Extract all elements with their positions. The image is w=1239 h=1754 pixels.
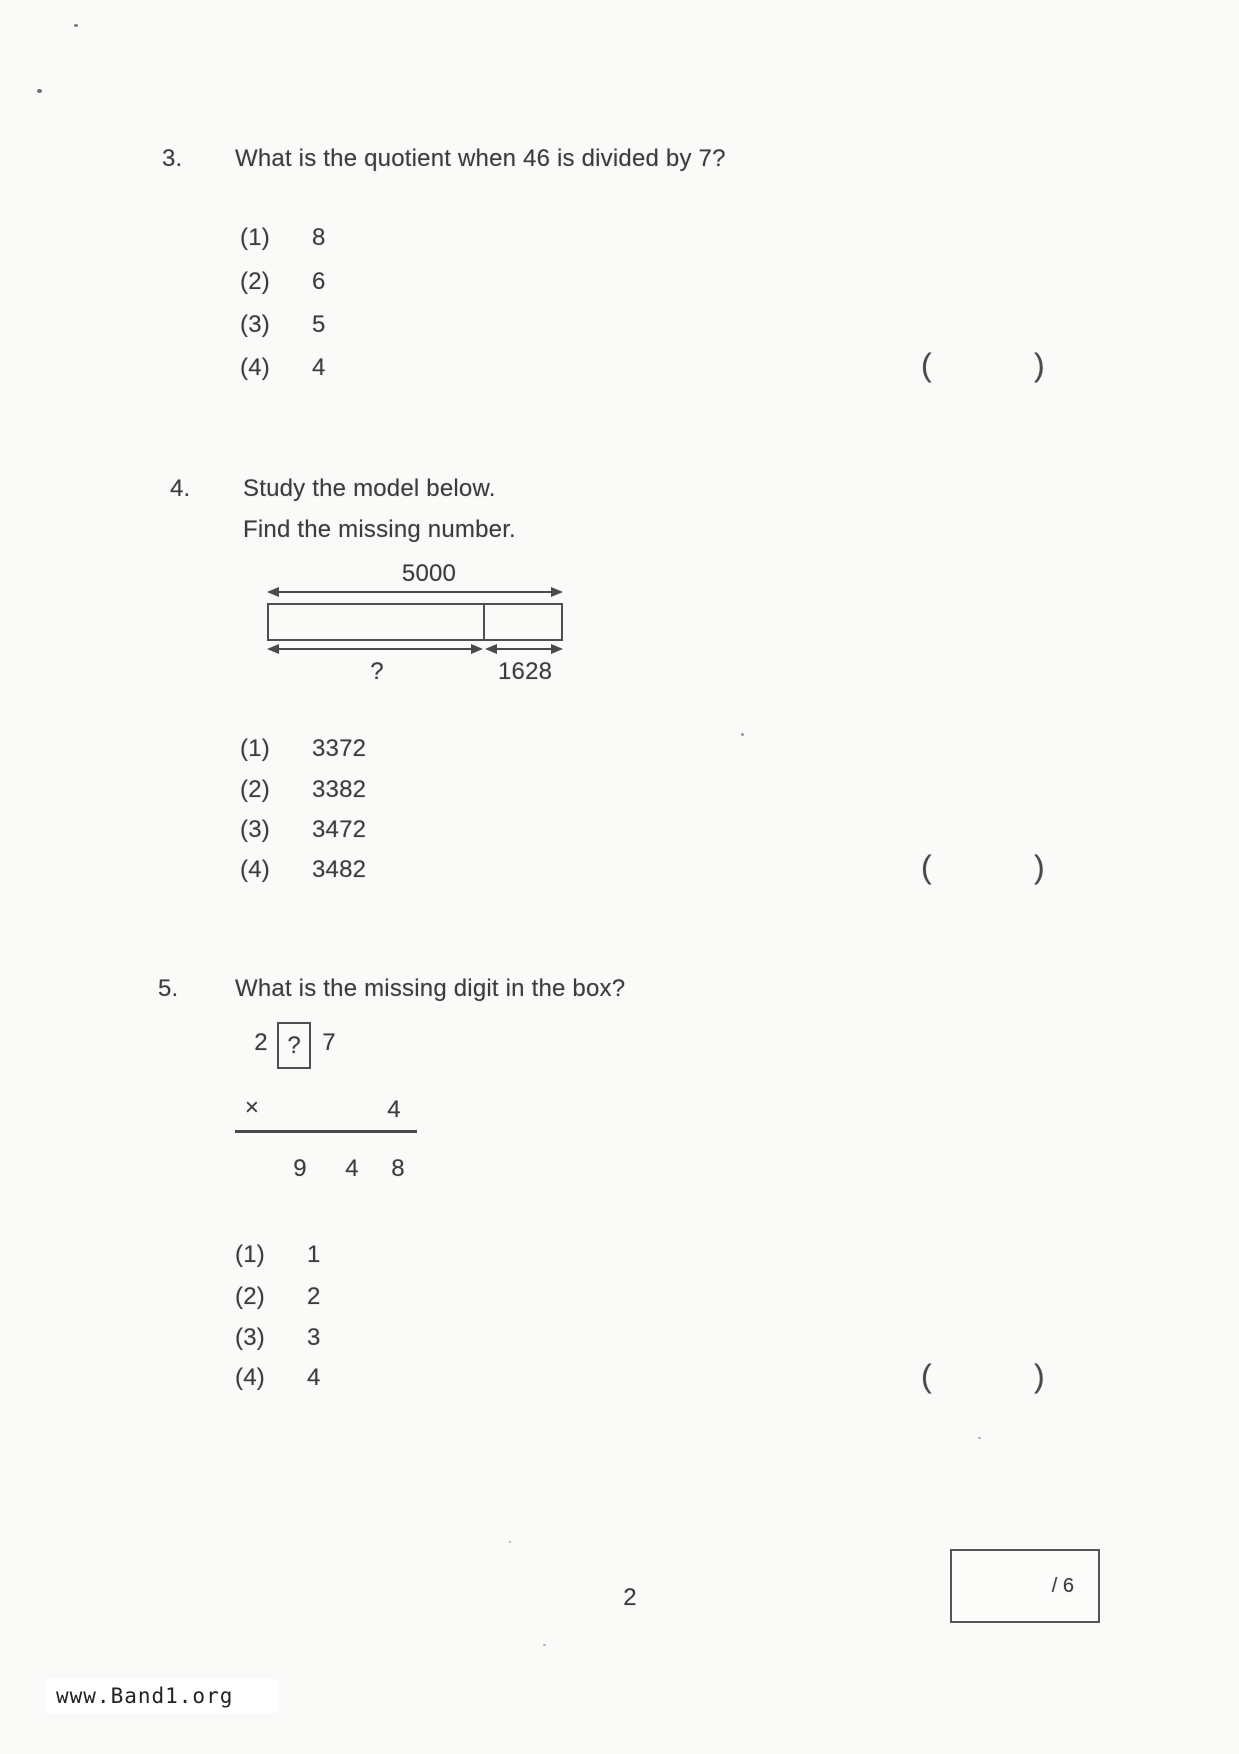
question-number: 3.	[162, 145, 183, 172]
bar-model-right-label: 1628	[498, 658, 553, 685]
multiplication-rule-line	[235, 1130, 417, 1133]
option-marker: (3)	[240, 816, 270, 843]
product-ones-digit: 8	[391, 1155, 405, 1182]
question-text: What is the missing digit in the box?	[235, 975, 626, 1002]
bar-model-rect	[267, 603, 563, 641]
option-value: 1	[307, 1241, 321, 1268]
question-number: 4.	[170, 475, 191, 502]
scan-speck	[741, 733, 744, 736]
answer-paren-close: )	[1034, 1358, 1045, 1394]
option-marker: (4)	[240, 856, 270, 883]
answer-paren-close: )	[1034, 849, 1045, 885]
answer-paren-close: )	[1034, 347, 1045, 383]
option-value: 3382	[312, 776, 367, 803]
question-number: 5.	[158, 975, 179, 1002]
arrow-right-head-icon	[551, 587, 563, 597]
option-marker: (4)	[240, 354, 270, 381]
option-marker: (2)	[240, 776, 270, 803]
question-text-line1: Study the model below.	[243, 475, 496, 502]
product-hundreds-digit: 9	[293, 1155, 307, 1182]
answer-paren-open: (	[921, 347, 932, 383]
arrow-shaft	[279, 591, 551, 593]
option-value: 3482	[312, 856, 367, 883]
bar-model-left-cell	[269, 605, 485, 639]
option-value: 5	[312, 311, 326, 338]
missing-digit-box	[277, 1022, 311, 1069]
multiplicand-hundreds-digit: 2	[254, 1029, 268, 1056]
page-number: 2	[623, 1584, 637, 1611]
scan-speck	[543, 1644, 546, 1646]
option-value: 3372	[312, 735, 367, 762]
multiplicand-ones-digit: 7	[322, 1029, 336, 1056]
option-marker: (2)	[240, 268, 270, 295]
watermark-strip	[46, 1679, 278, 1713]
answer-paren-open: (	[921, 1358, 932, 1394]
arrow-left-head-icon	[485, 644, 497, 654]
score-label: / 6	[1051, 1574, 1074, 1597]
option-marker: (1)	[240, 224, 270, 251]
bar-model-right-arrow	[485, 643, 563, 655]
arrow-left-head-icon	[267, 587, 279, 597]
watermark-text: www.Band1.org	[56, 1684, 234, 1708]
option-marker: (1)	[240, 735, 270, 762]
option-value: 3472	[312, 816, 367, 843]
arrow-right-head-icon	[471, 644, 483, 654]
arrow-right-head-icon	[551, 644, 563, 654]
scan-speck	[37, 89, 42, 93]
bar-model-right-cell	[485, 605, 561, 639]
answer-paren-open: (	[921, 849, 932, 885]
multiplier-digit: 4	[387, 1096, 401, 1123]
arrow-shaft	[497, 648, 551, 650]
score-box	[950, 1549, 1100, 1623]
option-marker: (4)	[235, 1364, 265, 1391]
bar-model-left-arrow	[267, 643, 483, 655]
bar-model-total-arrow	[267, 586, 563, 598]
option-value: 8	[312, 224, 326, 251]
question-text: What is the quotient when 46 is divided by 7?	[235, 145, 726, 172]
option-marker: (1)	[235, 1241, 265, 1268]
scan-speck	[509, 1541, 511, 1543]
option-marker: (3)	[235, 1324, 265, 1351]
missing-digit-placeholder: ?	[287, 1031, 301, 1059]
option-value: 3	[307, 1324, 321, 1351]
option-value: 4	[307, 1364, 321, 1391]
scan-speck	[74, 24, 78, 27]
option-value: 4	[312, 354, 326, 381]
option-value: 2	[307, 1283, 321, 1310]
arrow-shaft	[279, 648, 471, 650]
option-value: 6	[312, 268, 326, 295]
option-marker: (3)	[240, 311, 270, 338]
scan-speck	[978, 1437, 981, 1439]
bar-model-left-label: ?	[370, 658, 384, 685]
times-sign: ×	[244, 1094, 260, 1121]
arrow-left-head-icon	[267, 644, 279, 654]
option-marker: (2)	[235, 1283, 265, 1310]
product-tens-digit: 4	[345, 1155, 359, 1182]
bar-model-total-label: 5000	[401, 560, 457, 587]
question-text-line2: Find the missing number.	[243, 516, 516, 543]
